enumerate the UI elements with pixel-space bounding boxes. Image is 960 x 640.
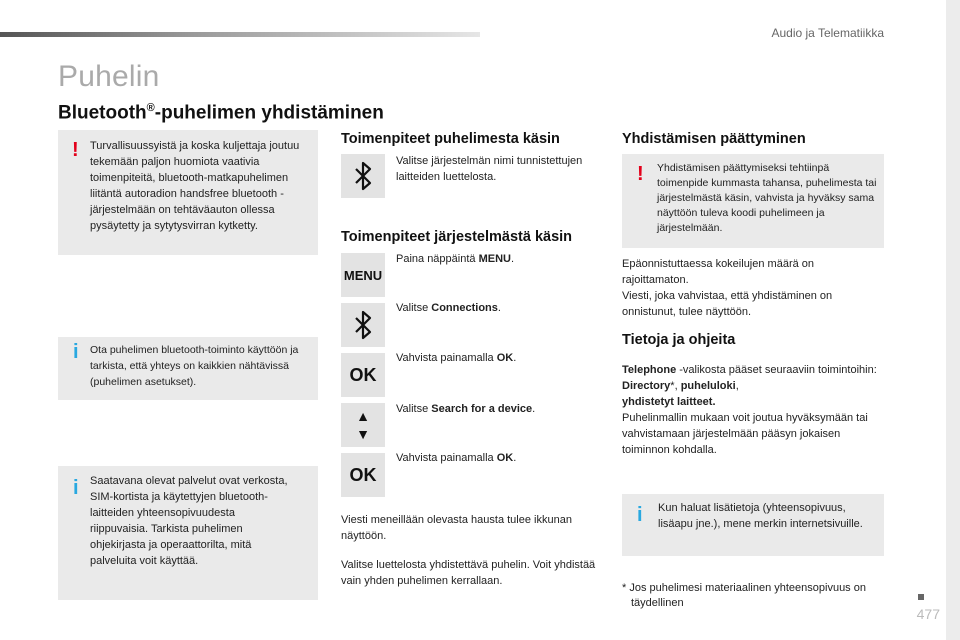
subtitle-rest: -puhelimen yhdistäminen (154, 102, 384, 124)
section-title: Audio ja Telematiikka (771, 26, 884, 40)
arrow-buttons (341, 403, 385, 447)
info-text-services: Saatavana olevat palvelut ovat verkosta, SIM-kortista ja käytettyjen bluetooth-laitteiden yhteensopivuudesta riippuvaisia. Tarkista puhelimen ohjekirjasta ja operaattorilta, mitä palveluita voit käyttää. (90, 475, 288, 567)
step-confirm-ok: Vahvista painamalla OK. (396, 352, 517, 364)
arrow-down-icon: ▼ (356, 426, 370, 442)
warning-box-pairing (622, 154, 884, 248)
arrow-up-icon: ▲ (356, 408, 370, 424)
failure-text: Epäonnistuttaessa kokeilujen määrä on rajoittamaton. (622, 258, 815, 286)
footnote: * Jos puhelimesi materiaalinen yhteensopivuus on täydellinen (622, 582, 866, 609)
warning-icon: ! (637, 163, 644, 185)
step-select-system: Valitse järjestelmän nimi tunnistettujen laitteiden luettelosta. (396, 155, 583, 183)
info-icon: i (637, 504, 643, 526)
ok-button (341, 353, 385, 397)
warning-text: Turvallisuussyistä ja koska kuljettaja joutuu tekemään paljon huomiota vaativia toimenpiteitä, bluetooth-matkapuhelimen liitäntä autoradion handsfree bluetooth -järjestelmään on tehtäväauton ollessa pysäytetty ja sytytysvirran kytketty. (90, 140, 300, 232)
page-number: 477 (916, 606, 940, 622)
menu-button (341, 253, 385, 297)
info-text-website: Kun haluat lisätietoja (yhteensopivuus, lisäapu jne.), mene merkin internetsivuille. (658, 502, 863, 530)
step-confirm-ok-2: Vahvista painamalla OK. (396, 452, 517, 464)
ok-label: OK (349, 364, 377, 385)
subtitle-main: Bluetooth (58, 102, 147, 124)
menu-label: MENU (343, 267, 383, 283)
info-box-bluetooth (58, 337, 318, 400)
info-box-website (622, 494, 884, 556)
registered-mark: ® (146, 102, 155, 114)
bluetooth-button (341, 154, 385, 198)
page-marker (918, 594, 924, 600)
info-icon: i (73, 341, 79, 363)
page-edge (946, 0, 960, 640)
select-phone-text: Valitse luettelosta yhdistettävä puhelin. Voit yhdistää vain yhden puhelimen kerrallaan. (341, 559, 596, 587)
info-box-services (58, 466, 318, 600)
bluetooth-icon (352, 309, 374, 341)
step-select-connections: Valitse Connections. (396, 302, 501, 314)
warning-icon: ! (72, 139, 79, 161)
warning-box (58, 130, 318, 255)
telephone-menu-text: Telephone -valikosta pääset seuraaviin toimintoihin: Directory*, puheluloki, yhdistetyt laitteet. (622, 364, 877, 408)
heading-from-phone: Toimenpiteet puhelimesta käsin (341, 131, 560, 147)
heading-info: Tietoja ja ohjeita (622, 332, 736, 348)
warning-text-pairing: Yhdistämisen päättymiseksi tehtiinpä toimenpide kummasta tahansa, puhelimesta tai järjestelmästä käsin, vahvista ja hyväksy sama näyttöön tuleva koodi puhelimeen ja järjestelmään. (657, 162, 877, 234)
ok-label: OK (349, 464, 377, 485)
step-press-menu: Paina näppäintä MENU. (396, 253, 515, 265)
heading-from-system: Toimenpiteet järjestelmästä käsin (341, 229, 573, 245)
step-search-device: Valitse Search for a device. (396, 403, 536, 415)
page-title: Puhelin (58, 60, 160, 93)
success-text: Viesti, joka vahvistaa, että yhdistäminen on onnistunut, tulee näyttöön. (622, 290, 833, 318)
heading-pairing-end: Yhdistämisen päättyminen (622, 131, 806, 147)
ok-button (341, 453, 385, 497)
bluetooth-icon (352, 160, 374, 192)
page-subtitle (58, 102, 384, 124)
info-text-bluetooth: Ota puhelimen bluetooth-toiminto käyttöön ja tarkista, että yhteys on kaikkien nähtävissä (puhelimen asetukset). (90, 344, 299, 388)
approval-text: Puhelinmallin mukaan voit joutua hyväksymään tai vahvistamaan järjestelmään pääsyn jokaisen toiminnon kohdalla. (622, 412, 868, 456)
bluetooth-button (341, 303, 385, 347)
search-message-text: Viesti meneillään olevasta hausta tulee ikkunan näyttöön. (341, 514, 572, 542)
info-icon: i (73, 477, 79, 499)
header-bar (0, 32, 480, 37)
